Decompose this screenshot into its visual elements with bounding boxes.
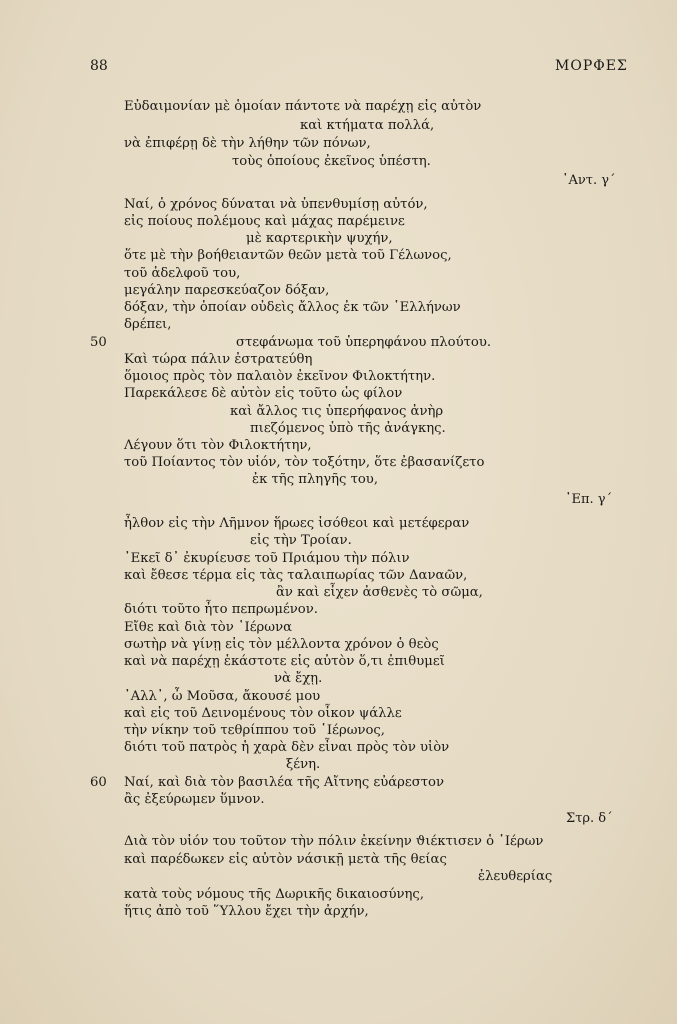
section-marker-strophe: Στρ. δ΄ [566, 811, 613, 826]
line-number: 60 [90, 775, 107, 790]
verse-line: κατὰ τοὺς νόμους τῆς Δωρικῆς δικαιοσύνης, [124, 887, 425, 902]
verse-line: δόξαν, τὴν ὁποίαν οὐδεὶς ἄλλος ἐκ τῶν ῾Ελλήνων [124, 300, 461, 315]
verse-line: νὰ ἐπιφέρῃ δὲ τὴν λήθην τῶν πόνων, [124, 136, 371, 151]
verse-line: καὶ παρέδωκεν εἰς αὐτὸν νάσικῇ μετὰ τῆς θείας [124, 852, 447, 867]
verse-line: πιεζόμενος ὑπὸ τῆς ἀνάγκης. [250, 421, 446, 436]
verse-line: μὲ καρτερικὴν ψυχήν, [246, 231, 393, 246]
verse-line: τοῦ ἀδελφοῦ του, [124, 266, 241, 281]
verse-line: καὶ νὰ παρέχῃ ἑκάστοτε εἰς αὐτὸν ὅ,τι ἐπιθυμεῖ [124, 654, 445, 669]
verse-line: σωτὴρ νὰ γίνῃ εἰς τὸν μέλλοντα χρόνον ὁ θεὸς [124, 637, 439, 652]
verse-line: καὶ ἄλλος τις ὑπερήφανος ἀνὴρ [230, 404, 444, 419]
verse-line: ξένη. [286, 757, 321, 772]
section-marker-epode: ᾿Επ. γ΄ [565, 492, 613, 507]
running-head: ΜΟΡΦΕΣ [555, 58, 628, 74]
verse-line: μεγάλην παρεσκεύαζον δόξαν, [124, 283, 330, 298]
verse-line: ἐλευθερίας [478, 869, 553, 884]
verse-line: ἦλθον εἰς τὴν Λῆμνον ἥρωες ἰσόθεοι καὶ μετέφεραν [124, 516, 470, 531]
verse-line: Ναί, καὶ διὰ τὸν βασιλέα τῆς Αἴτνης εὐάρεστον [124, 775, 445, 790]
verse-line: ὅμοιος πρὸς τὸν παλαιὸν ἐκεῖνον Φιλοκτήτην. [124, 369, 436, 384]
verse-line: Λέγουν ὅτι τὸν Φιλοκτήτην, [124, 438, 312, 453]
verse-line: διότι τοῦτο ἦτο πεπρωμένον. [124, 602, 318, 617]
verse-line: δρέπει, [124, 317, 172, 332]
line-number: 50 [90, 335, 107, 350]
verse-line: Ναί, ὁ χρόνος δύναται νὰ ὑπενθυμίσῃ αὐτόν, [124, 197, 428, 212]
verse-line: τοὺς ὁποίους ἐκεῖνος ὑπέστη. [232, 154, 431, 169]
verse-line: τὴν νίκην τοῦ τεθρίππου τοῦ ῾Ιέρωνος, [124, 723, 385, 738]
verse-line: ἂν καὶ εἶχεν ἀσθενὲς τὸ σῶμα, [276, 585, 483, 600]
verse-line: Εὐδαιμονίαν μὲ ὁμοίαν πάντοτε νὰ παρέχῃ εἰς αὐτὸν [124, 99, 482, 114]
verse-line: ἥτις ἀπὸ τοῦ ῞Υλλου ἔχει τὴν ἀρχήν, [124, 904, 369, 919]
verse-line: Διὰ τὸν υἱόν του τοῦτον τὴν πόλιν ἐκείνην ϑιέκτισεν ὁ ῾Ιέρων [124, 834, 544, 849]
verse-line: τοῦ Ποίαντος τὸν υἱόν, τὸν τοξότην, ὅτε ἐβασανίζετο [124, 455, 485, 470]
verse-line: διότι τοῦ πατρὸς ἡ χαρὰ δὲν εἶναι πρὸς τὸν υἱὸν [124, 740, 450, 755]
verse-line: καὶ ἔθεσε τέρμα εἰς τὰς ταλαιπωρίας τῶν Δαναῶν, [124, 568, 468, 583]
verse-line: εἰς ποίους πολέμους καὶ μάχας παρέμεινε [124, 214, 405, 229]
verse-line: καὶ εἰς τοῦ Δεινομένους τὸν οἶκον ψάλλε [124, 706, 402, 721]
verse-line: νὰ ἔχῃ. [274, 671, 323, 686]
verse-line: καὶ κτήματα πολλά, [300, 118, 435, 133]
verse-line: εἰς τὴν Τροίαν. [250, 533, 352, 548]
verse-line: Παρεκάλεσε δὲ αὐτὸν εἰς τοῦτο ὡς φίλον [124, 386, 403, 401]
verse-line: ὅτε μὲ τὴν βοήθειαντῶν θεῶν μετὰ τοῦ Γέλωνος, [124, 248, 452, 263]
page-number: 88 [90, 58, 108, 74]
section-marker-antistrophe: ᾿Αντ. γ΄ [562, 173, 616, 188]
verse-line: ᾿Αλλ᾿, ὦ Μοῦσα, ἄκουσέ μου [124, 689, 321, 704]
verse-line: στεφάνωμα τοῦ ὑπερηφάνου πλούτου. [236, 335, 492, 350]
verse-line: ἂς ἐξεύρωμεν ὕμνον. [124, 792, 265, 807]
verse-line: ἐκ τῆς πληγῆς του, [252, 472, 379, 487]
verse-line: Καὶ τώρα πάλιν ἐστρατεύθη [124, 352, 313, 367]
verse-line: Εἴθε καὶ διὰ τὸν ῾Ιέρωνα [124, 620, 292, 635]
verse-line: ᾿Εκεῖ δ᾿ ἐκυρίευσε τοῦ Πριάμου τὴν πόλιν [124, 551, 410, 566]
